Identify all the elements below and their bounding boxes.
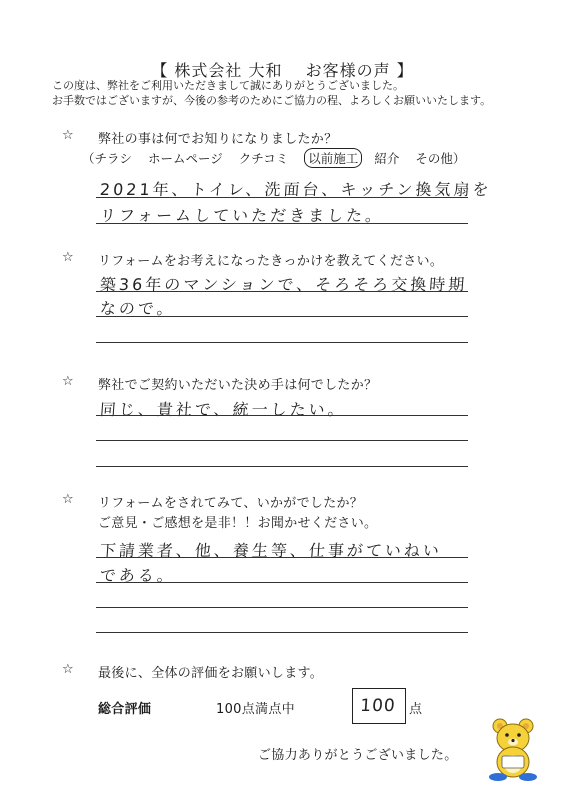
question-4-sublabel: ご意見・ご感想を是非！！お聞かせください。 — [98, 516, 378, 531]
answer-line — [96, 316, 468, 317]
star-icon: ☆ — [62, 374, 74, 389]
bear-mascot-icon — [482, 716, 544, 782]
option-referral: 紹介 — [374, 151, 400, 166]
intro-line-2: お手数ではございますが、今後の参考のためにご協力の程、よろしくお願いいたします。 — [52, 94, 492, 107]
question-1-label: 弊社の事は何でお知りになりましたか？ — [98, 132, 338, 147]
score-value: 100 — [359, 696, 397, 716]
answer-2-line-1: 築36年のマンションで、そろそろ交換時期 — [99, 275, 468, 294]
question-3-label: 弊社でご契約いただいた決め手は何でしたか？ — [98, 378, 378, 393]
answer-line — [96, 415, 468, 416]
answer-1-line-1: 2021年、トイレ、洗面台、キッチン換気扇を — [99, 180, 493, 199]
option-word-of-mouth: クチコミ — [238, 151, 289, 166]
answer-line — [96, 197, 468, 198]
answer-4-line-1: 下請業者、他、養生等、仕事がていねい — [99, 541, 443, 560]
answer-line — [96, 632, 468, 633]
answer-line — [96, 223, 468, 224]
question-5-label: 最後に、全体の評価をお願いします。 — [98, 666, 324, 681]
star-icon: ☆ — [62, 492, 74, 507]
star-icon: ☆ — [62, 128, 74, 143]
answer-line — [96, 440, 468, 441]
intro-line-1: この度は、弊社をご利用いただきまして誠にありがとうございました。 — [52, 79, 404, 92]
score-unit: 点 — [409, 702, 423, 717]
answer-line — [96, 607, 468, 608]
option-flyer: （チラシ — [82, 151, 133, 166]
answer-line — [96, 291, 468, 292]
answer-2-line-2: なので。 — [99, 299, 177, 318]
answer-line — [96, 342, 468, 343]
answer-3-line-1: 同じ、貴社で、統一したい。 — [99, 400, 348, 419]
question-2-label: リフォームをお考えになったきっかけを教えてください。 — [98, 254, 444, 269]
question-4-label: リフォームをされてみて、いかがでしたか？ — [98, 496, 364, 511]
option-previous-work-selected: 以前施工 — [304, 148, 362, 168]
page-title: 【 株式会社 大和 お客様の声 】 — [151, 61, 414, 80]
option-homepage: ホームページ — [148, 151, 223, 166]
rating-label: 総合評価 — [98, 702, 152, 717]
answer-line — [96, 557, 468, 558]
answer-line — [96, 466, 468, 467]
answer-1-line-2: リフォームしていただきました。 — [99, 206, 385, 225]
option-other: その他） — [415, 151, 466, 166]
question-1-options — [82, 148, 481, 168]
thanks-text: ご協力ありがとうございました。 — [258, 748, 458, 763]
star-icon: ☆ — [62, 250, 74, 265]
rating-scale-text: 100点満点中 — [216, 702, 295, 717]
star-icon: ☆ — [62, 662, 74, 677]
answer-4-line-2: である。 — [99, 566, 177, 585]
answer-line — [96, 582, 468, 583]
